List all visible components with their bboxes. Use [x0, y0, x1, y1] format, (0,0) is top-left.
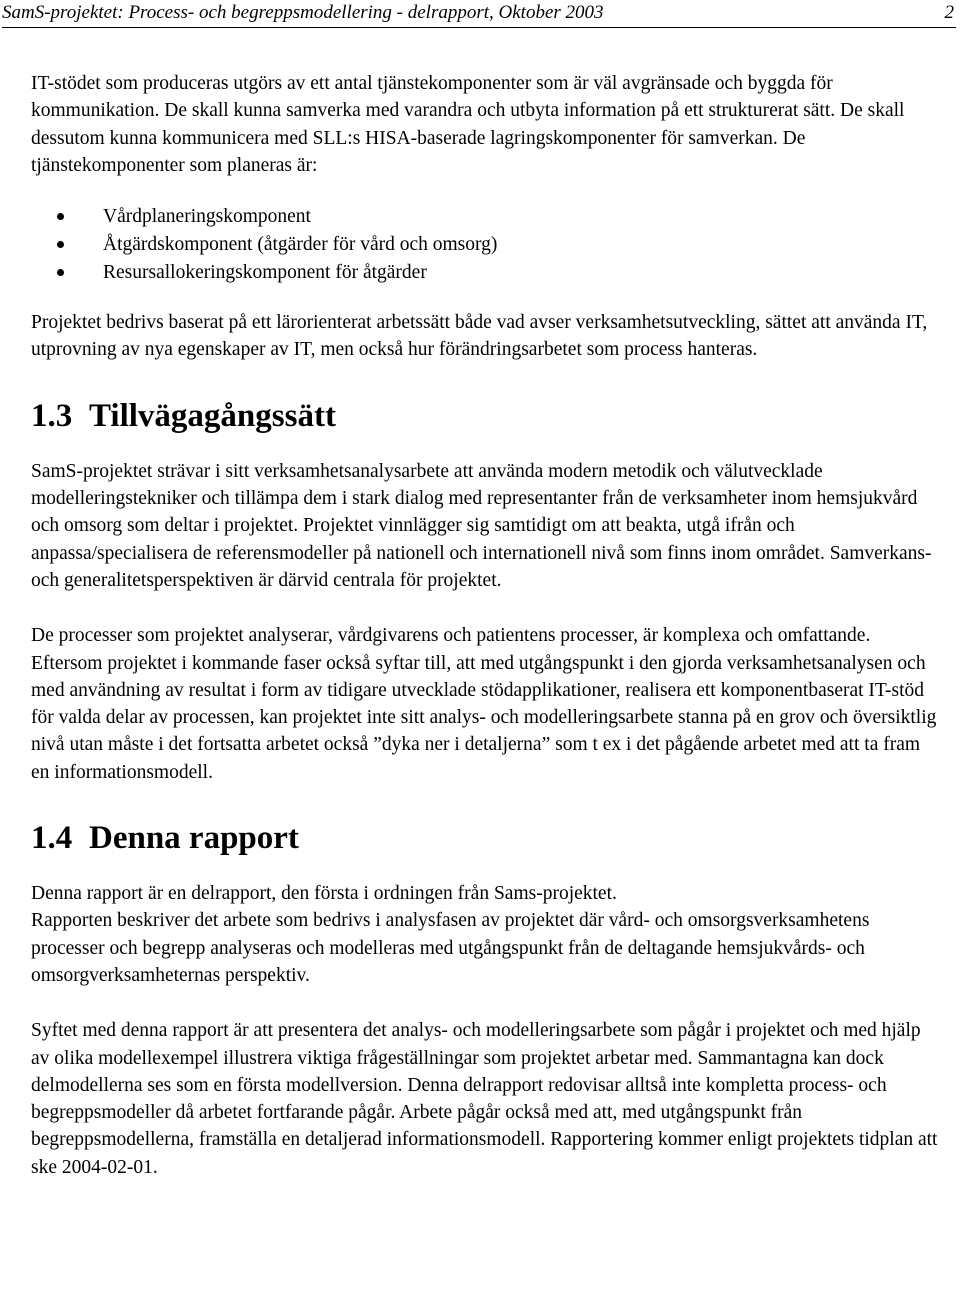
section-title: Tillvägagångssätt [89, 397, 336, 434]
section-number: 1.3 [31, 397, 73, 434]
list-item-text: Resursallokeringskomponent för åtgärder [103, 262, 427, 284]
report-purpose-paragraph: Syftet med denna rapport är att presentera det analys- och modelleringsarbete som pågår i projektet och med hjälp av olika modellexempel illustrera viktiga frågeställningar som projektet arbetar med. Sammantagna kan dock delmodellerna ses som en första modellversion. Denna delrapport redovisar alltså inte kompletta process- och begreppsmodeller då arbetet fortfarande pågår. Arbete pågår också med att, med utgångspunkt från begreppsmodellerna, framställa en detaljerad informationsmodell. Rapportering kommer enligt projektets tidplan att ske 2004-02-01. [31, 1020, 938, 1178]
list-item [31, 231, 943, 259]
intro-closing-paragraph: Projektet bedrivs baserat på ett lärorienterat arbetssätt både vad avser verksamhetsutveckling, sättet att använda IT, utprovning av nya egenskaper av IT, men också hur förändringsarbetet som process hanteras. [31, 312, 928, 361]
section-number: 1.4 [31, 820, 73, 857]
page-number: 2 [944, 2, 954, 23]
header-title: SamS-projektet: Process- och begreppsmodellering - delrapport, Oktober 2003 [2, 2, 604, 23]
bullet-icon [57, 213, 64, 220]
list-item-text: Åtgärdskomponent (åtgärder för vård och omsorg) [103, 234, 498, 256]
section-heading-1-3 [31, 396, 943, 436]
bullet-icon [57, 269, 64, 276]
document-body [31, 70, 943, 1181]
intro-paragraph: IT-stödet som produceras utgörs av ett antal tjänstekomponenter som är väl avgränsade och byggda för kommunikation. De skall kunna samverka med varandra och utbyta information på ett strukturerat sätt. De skall dessutom kunna kommunicera med SLL:s HISA-baserade lagringskomponenter för samverkan. De tjänstekomponenter som planeras är: [31, 73, 905, 176]
bullet-icon [57, 241, 64, 248]
approach-paragraph-1: SamS-projektet strävar i sitt verksamhetsanalysarbete att använda modern metodik och välutvecklade modelleringstekniker och tillämpa dem i stark dialog med representanter från de verksamheter inom hemsjukvård och omsorg som deltar i projektet. Projektet vinnlägger sig samtidigt om att beakta, utgå ifrån och anpassa/specialisera de referensmodeller på nationell och internationell nivå som finns inom området. Samverkans- och generalitetsperspektiven är därvid centrala för projektet. [31, 460, 932, 591]
report-line-2: Rapporten beskriver det arbete som bedrivs i analysfasen av projektet där vård- och omsorgsverksamhetens processer och begrepp analyseras och modelleras med utgångspunkt från de deltagande hemsjukvårds- och omsorgverksamheternas perspektiv. [31, 910, 870, 986]
list-item [31, 203, 943, 231]
list-item [31, 259, 943, 287]
section-heading-1-4 [31, 818, 943, 858]
component-list [31, 203, 943, 287]
approach-paragraph-2: De processer som projektet analyserar, vårdgivarens och patientens processer, är komplexa och omfattande. Eftersom projektet i kommande faser också syftar till, att med utgångspunkt i den gjorda verksamhetsanalysen och med användning av resultat i form av tidigare utvecklade stödapplikationer, realisera ett komponentbaserat IT-stöd för valda delar av processen, kan projektet inte sitt analys- och modelleringsarbete stanna på en grov och översiktlig nivå utan måste i det fortsatta arbetet också ”dyka ner i detaljerna” som t ex i det pågående arbetet med att ta fram en informationsmodell. [31, 625, 937, 783]
list-item-text: Vårdplaneringskomponent [103, 206, 311, 228]
running-header [2, 0, 956, 28]
report-line-1: Denna rapport är en delrapport, den första i ordningen från Sams-projektet. [31, 883, 617, 905]
section-title: Denna rapport [89, 820, 299, 857]
